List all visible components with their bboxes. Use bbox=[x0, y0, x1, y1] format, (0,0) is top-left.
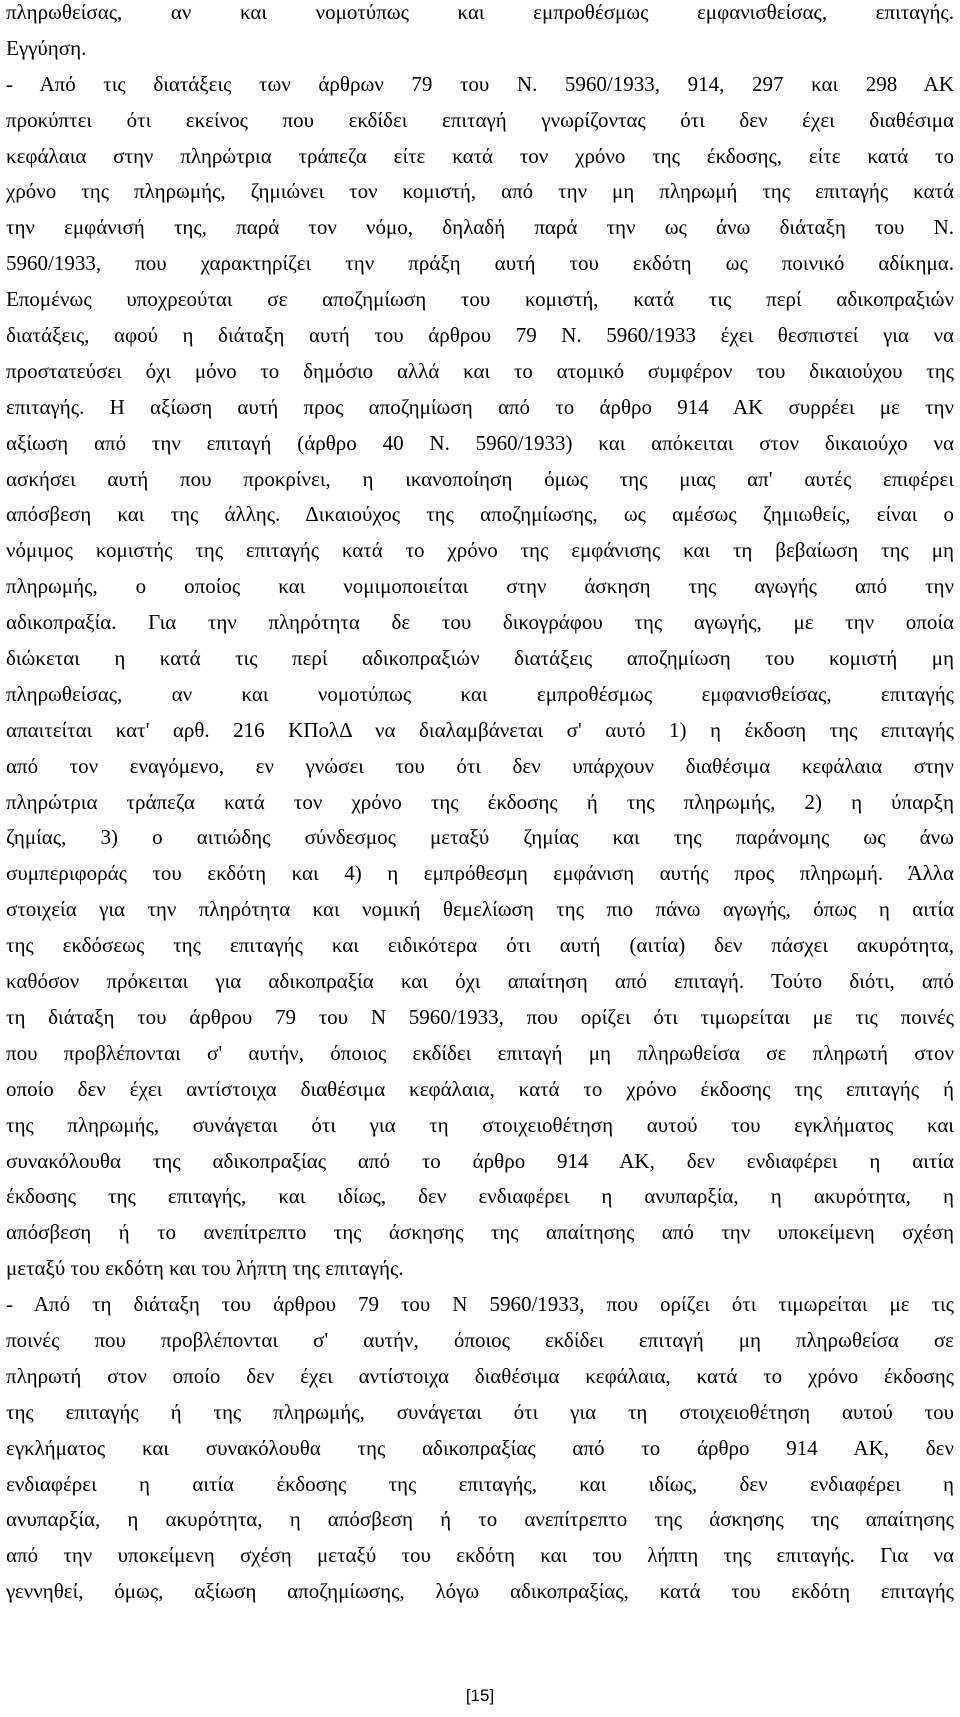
text-line: ποινές που προβλέπονται σ' αυτήν, όποιος εκδίδει επιταγή μη πληρωθείσα σε bbox=[6, 1327, 954, 1352]
text-line: 5960/1933, που χαρακτηρίζει την πράξη αυτή του εκδότη ως ποινικό αδίκημα. bbox=[6, 251, 954, 276]
text-line: κεφάλαια στην πληρώτρια τράπεζα είτε κατά τον χρόνο της έκδοσης, είτε κατά το bbox=[6, 143, 954, 168]
text-line: καθόσον πρόκειται για αδικοπραξία και όχι απαίτηση από επιταγή. Τούτο διότι, από bbox=[6, 969, 954, 994]
text-line: αξίωση από την επιταγή (άρθρο 40 Ν. 5960/1933) και απόκειται στον δικαιούχο να bbox=[6, 430, 954, 455]
text-line: - Από τις διατάξεις των άρθρων 79 του Ν. 5960/1933, 914, 297 και 298 ΑΚ bbox=[6, 71, 954, 96]
text-line: συνακόλουθα της αδικοπραξίας από το άρθρο 914 ΑΚ, δεν ενδιαφέρει η αιτία bbox=[6, 1148, 954, 1173]
text-line: προκύπτει ότι εκείνος που εκδίδει επιταγή γνωρίζοντας ότι δεν έχει διαθέσιμα bbox=[6, 107, 954, 132]
text-line: πληρωτή στον οποίο δεν έχει αντίστοιχα διαθέσιμα κεφάλαια, κατά το χρόνο έκδοσης bbox=[6, 1363, 954, 1388]
text-line: - Από τη διάταξη του άρθρου 79 του Ν 5960/1933, που ορίζει ότι τιμωρείται με τις bbox=[6, 1292, 954, 1317]
text-line: αδικοπραξία. Για την πληρότητα δε του δικογράφου της αγωγής, με την οποία bbox=[6, 610, 954, 635]
text-line: ασκήσει αυτή που προκρίνει, η ικανοποίηση όμως της μιας απ' αυτές επιφέρει bbox=[6, 466, 954, 491]
text-line: της επιταγής ή της πληρωμής, συνάγεται ότι για τη στοιχειοθέτηση αυτού του bbox=[6, 1399, 954, 1424]
text-line: ζημίας, 3) ο αιτιώδης σύνδεσμος μεταξύ ζημίας και της παράνομης ως άνω bbox=[6, 825, 954, 850]
text-line: έκδοσης της επιταγής, και ιδίως, δεν ενδιαφέρει η ανυπαρξία, η ακυρότητα, η bbox=[6, 1184, 954, 1209]
text-line: απόσβεση και της άλλης. Δικαιούχος της αποζημίωσης, ως αμέσως ζημιωθείς, είναι ο bbox=[6, 502, 954, 527]
text-line: πληρωθείσας, αν και νομοτύπως και εμπροθέσμως εμφανισθείσας, επιταγής. bbox=[6, 0, 954, 24]
page-number: [15] bbox=[465, 1686, 495, 1705]
text-line: ανυπαρξία, η ακυρότητα, η απόσβεση ή το ανεπίτρεπτο της άσκησης της απαίτησης bbox=[6, 1507, 954, 1532]
text-line: γεννηθεί, όμως, αξίωση αποζημίωσης, λόγω αδικοπραξίας, κατά του εκδότη επιταγής bbox=[6, 1579, 954, 1604]
text-line: της πληρωμής, συνάγεται ότι για τη στοιχειοθέτηση αυτού του εγκλήματος και bbox=[6, 1112, 954, 1137]
text-line: την εμφάνισή της, παρά τον νόμο, δηλαδή παρά την ως άνω διάταξη του Ν. bbox=[6, 215, 954, 240]
text-line: πληρώτρια τράπεζα κατά τον χρόνο της έκδοσης ή της πληρωμής, 2) η ύπαρξη bbox=[6, 789, 954, 814]
text-line: Επομένως υποχρεούται σε αποζημίωση του κομιστή, κατά τις περί αδικοπραξιών bbox=[6, 287, 954, 312]
text-line: ενδιαφέρει η αιτία έκδοσης της επιταγής, και ιδίως, δεν ενδιαφέρει η bbox=[6, 1471, 954, 1496]
text-line: διατάξεις, αφού η διάταξη αυτή του άρθρου 79 Ν. 5960/1933 έχει θεσπιστεί για να bbox=[6, 323, 954, 348]
text-line: εγκλήματος και συνακόλουθα της αδικοπραξίας από το άρθρο 914 ΑΚ, δεν bbox=[6, 1435, 954, 1460]
text-line: μεταξύ του εκδότη και του λήπτη της επιταγής. bbox=[6, 1256, 404, 1281]
text-line: από τον εναγόμενο, εν γνώσει του ότι δεν υπάρχουν διαθέσιμα κεφάλαια στην bbox=[6, 753, 954, 778]
text-line: πληρωθείσας, αν και νομοτύπως και εμπροθέσμως εμφανισθείσας, επιταγής bbox=[6, 681, 954, 706]
text-line: χρόνο της πληρωμής, ζημιώνει τον κομιστή, από την μη πληρωμή της επιταγής κατά bbox=[6, 179, 954, 204]
text-line: στοιχεία για την πληρότητα και νομική θεμελίωση της πιο πάνω αγωγής, όπως η αιτία bbox=[6, 897, 954, 922]
text-line: διώκεται η κατά τις περί αδικοπραξιών διατάξεις αποζημίωση του κομιστή μη bbox=[6, 646, 954, 671]
text-line: οποίο δεν έχει αντίστοιχα διαθέσιμα κεφάλαια, κατά το χρόνο έκδοσης της επιταγής ή bbox=[6, 1076, 954, 1101]
text-line: Εγγύηση. bbox=[6, 35, 87, 60]
text-line: της εκδόσεως της επιταγής και ειδικότερα ότι αυτή (αιτία) δεν πάσχει ακυρότητα, bbox=[6, 933, 954, 958]
text-line: που προβλέπονται σ' αυτήν, όποιος εκδίδει επιταγή μη πληρωθείσα σε πληρωτή στον bbox=[6, 1040, 954, 1065]
text-line: προστατεύσει όχι μόνο το δημόσιο αλλά και το ατομικό συμφέρον του δικαιούχου της bbox=[6, 358, 954, 383]
text-line: συμπεριφοράς του εκδότη και 4) η εμπρόθεσμη εμφάνιση αυτής προς πληρωμή. Άλλα bbox=[6, 861, 954, 886]
text-line: πληρωμής, ο οποίος και νομιμοποιείται στην άσκηση της αγωγής από την bbox=[6, 574, 954, 599]
text-line: τη διάταξη του άρθρου 79 του Ν 5960/1933, που ορίζει ότι τιμωρείται με τις ποινές bbox=[6, 1004, 954, 1029]
text-line: απαιτείται κατ' αρθ. 216 ΚΠολΔ να διαλαμβάνεται σ' αυτό 1) η έκδοση της επιταγής bbox=[6, 717, 954, 742]
text-line: από την υποκείμενη σχέση μεταξύ του εκδότη και του λήπτη της επιταγής. Για να bbox=[6, 1543, 954, 1568]
text-line: απόσβεση ή το ανεπίτρεπτο της άσκησης της απαίτησης από την υποκείμενη σχέση bbox=[6, 1220, 954, 1245]
text-line: νόμιμος κομιστής της επιταγής κατά το χρόνο της εμφάνισης και τη βεβαίωση της μη bbox=[6, 538, 954, 563]
body-text bbox=[6, 0, 954, 1610]
text-line: επιταγής. Η αξίωση αυτή προς αποζημίωση από το άρθρο 914 ΑΚ συρρέει με την bbox=[6, 394, 954, 419]
